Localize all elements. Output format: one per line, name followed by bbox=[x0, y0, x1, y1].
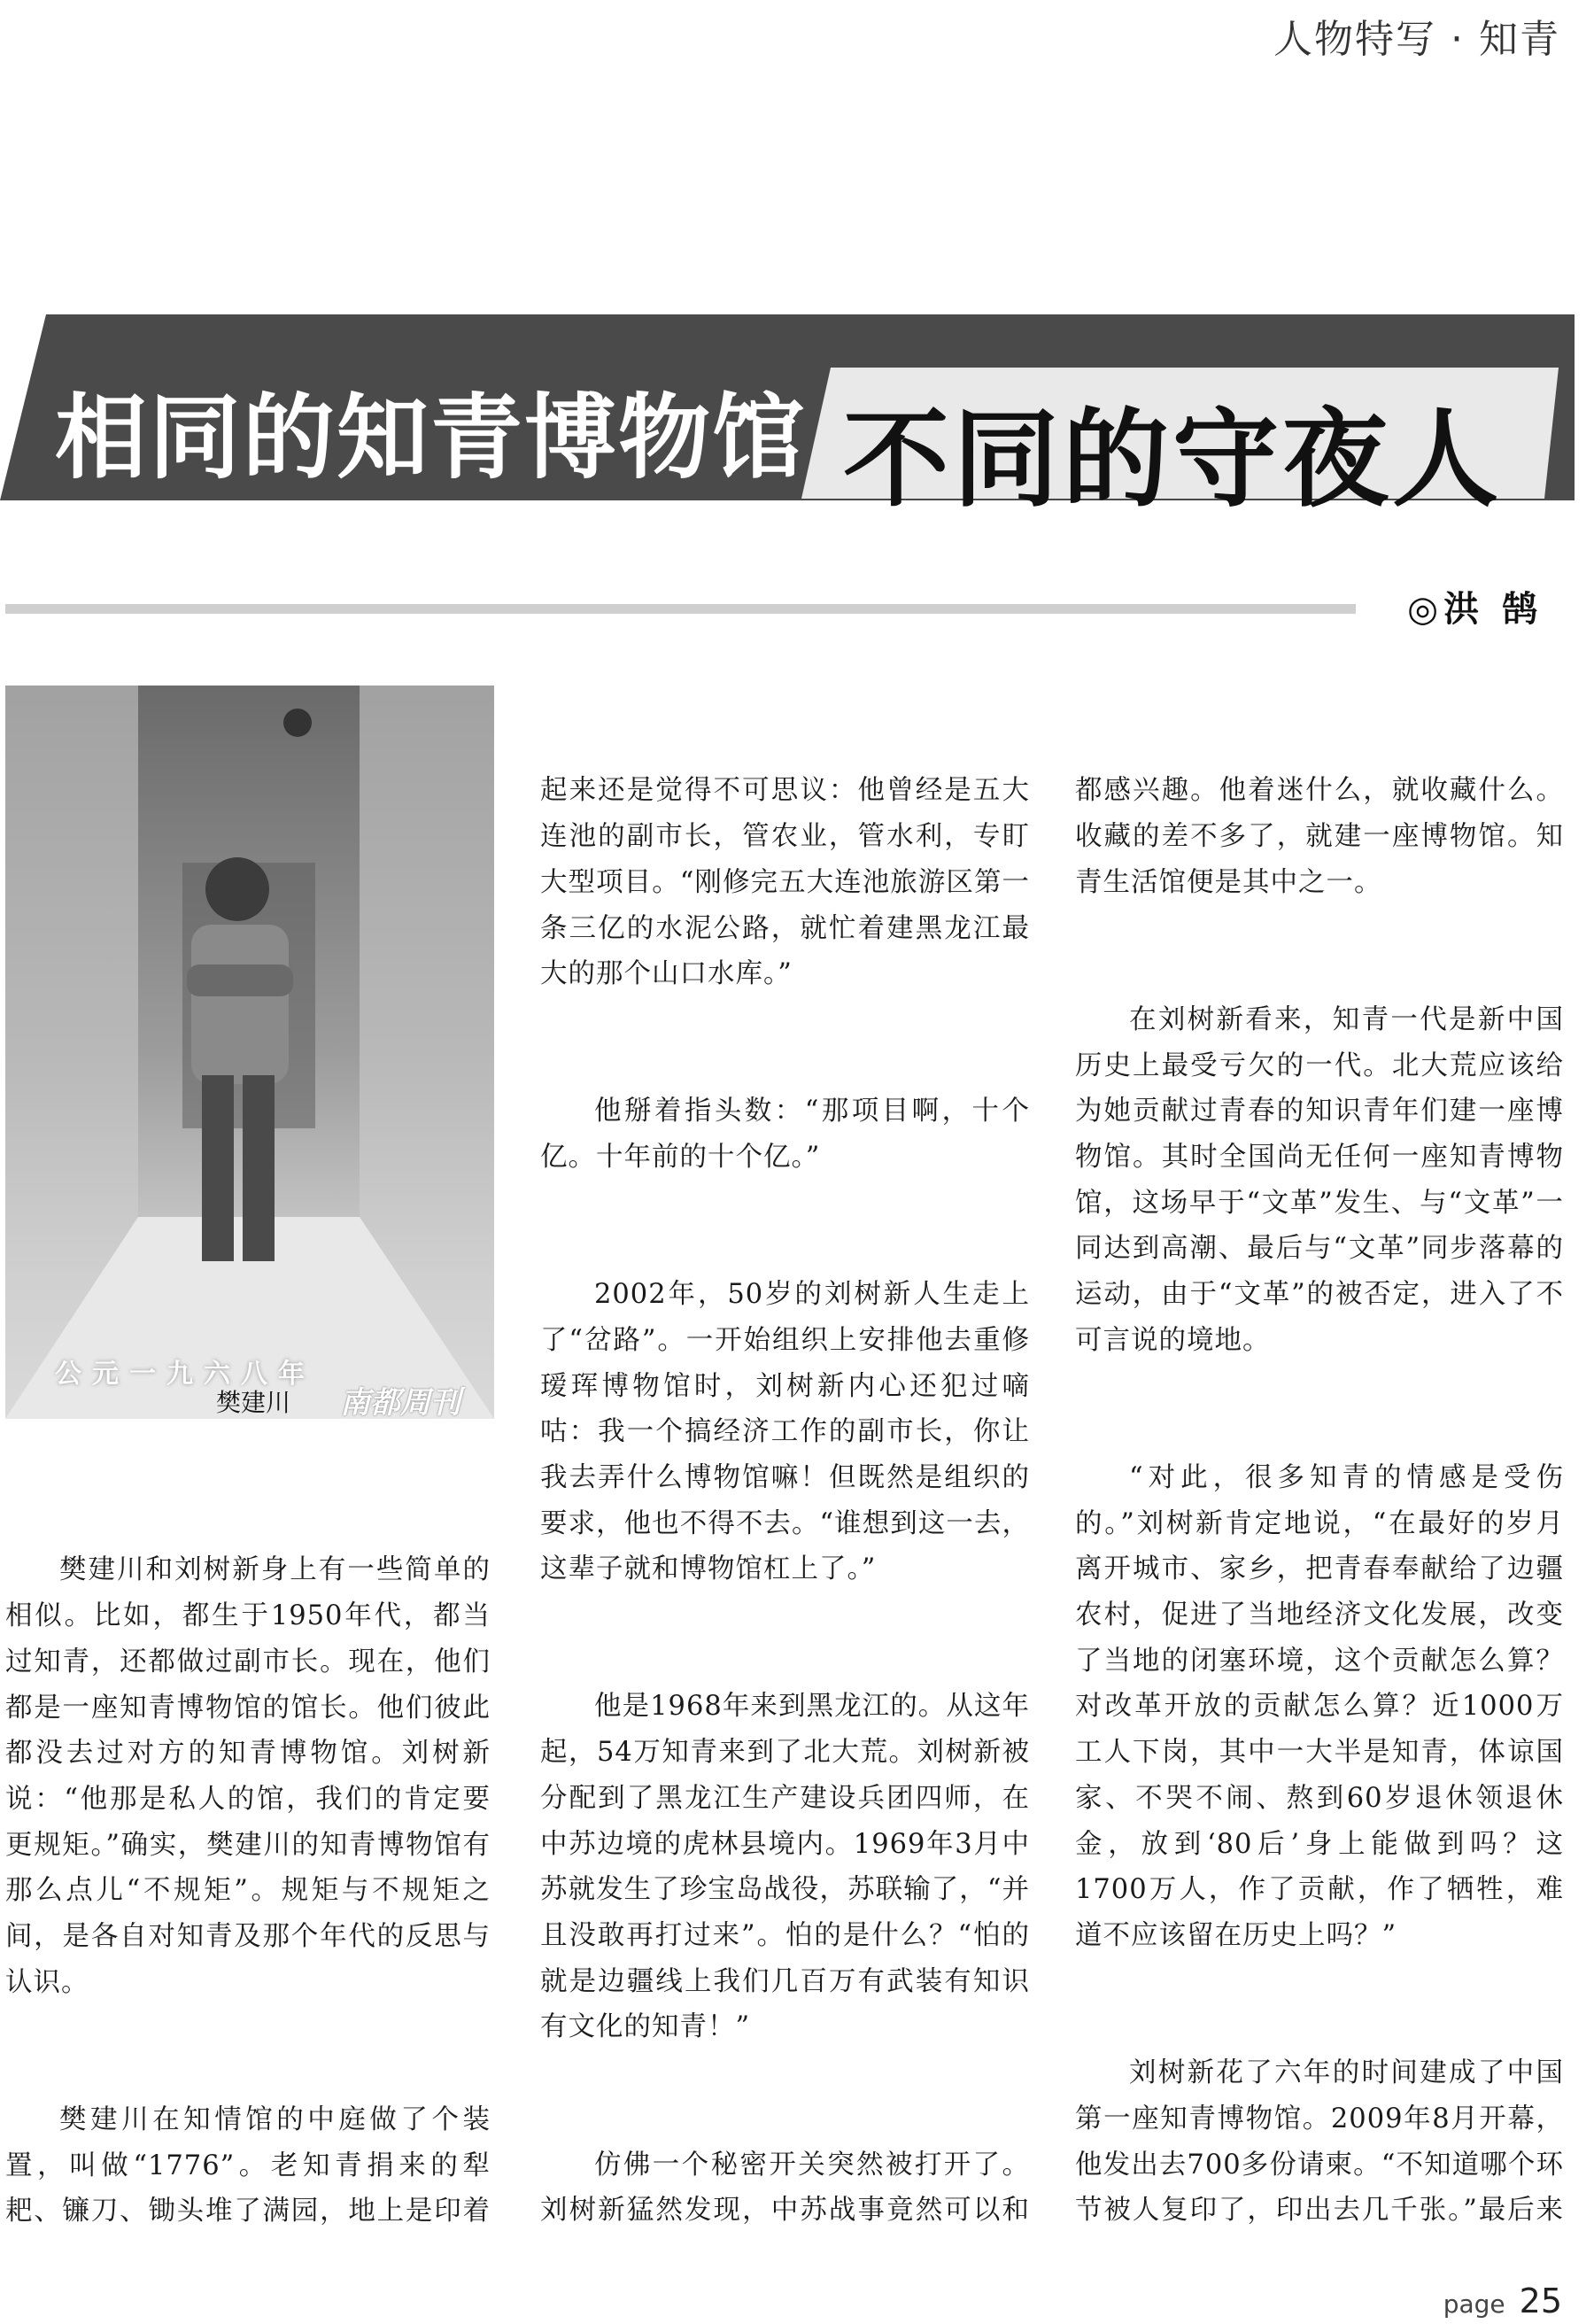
paragraph: 都感兴趣。他着迷什么，就收藏什么。收藏的差不多了，就建一座博物馆。知青生活馆便是其中之一。 bbox=[1075, 775, 1564, 898]
article-column-2 bbox=[540, 677, 1030, 2235]
page-word: page bbox=[1443, 2289, 1505, 2319]
paragraph: 刘树新花了六年的时间建成了中国第一座知青博物馆。2009年8月开幕，他发出去700多份请柬。“不知道哪个环节被人复印了，印出去几千张。”最后来 bbox=[1075, 2057, 1564, 2227]
title-part-1: 相同的知青博物馆 bbox=[55, 383, 807, 492]
person-leg-right bbox=[243, 1075, 275, 1261]
page-number-value: 25 bbox=[1519, 2281, 1562, 2320]
person-leg-left bbox=[202, 1075, 234, 1261]
paragraph: “对此，很多知青的情感是受伤的。”刘树新肯定地说，“在最好的岁月离开城市、家乡，把青春奉献给了边疆农村，促进了当地经济文化发展，改变了当地的闭塞环境，这个贡献怎么算？对改革开放的贡献怎么算？近1000万工人下岗，其中一大半是知青，体谅国家、不哭不闹、熬到60岁退休领退休金，放到‘80后’身上能做到吗？这1700万人，作了贡献，作了牺牲，难道不应该留在历史上吗？” bbox=[1075, 1461, 1564, 1951]
portrait-photo bbox=[5, 686, 494, 1419]
corridor-illustration bbox=[5, 686, 494, 1419]
paragraph: 樊建川和刘树新身上有一些简单的相似。比如，都生于1950年代，都当过知青，还都做过副市长。现在，他们都是一座知青博物馆的馆长。他们彼此都没去过对方的知青博物馆。刘树新说：“他那是私人的馆，我们的肯定要更规矩。”确实，樊建川的知青博物馆有那么点儿“不规矩”。规矩与不规矩之间，是各自对知青及那个年代的反思与认识。 bbox=[5, 1554, 491, 1998]
section-label: 人物特写 · 知青 bbox=[1273, 17, 1560, 62]
paragraph: 2002年，50岁的刘树新人生走上了“岔路”。一开始组织上安排他去重修瑷珲博物馆时，刘树新内心还犯过嘀咕：我一个搞经济工作的副市长，你让我去弄什么博物馆嘛！但既然是组织的要求，他也不得不去。“谁想到这一去，这辈子就和博物馆杠上了。” bbox=[540, 1279, 1030, 1585]
paragraph: 仿佛一个秘密开关突然被打开了。刘树新猛然发现，中苏战事竟然可以和 bbox=[540, 2149, 1030, 2227]
page-number bbox=[1443, 2281, 1562, 2320]
security-camera-icon bbox=[283, 709, 312, 737]
byline-rule bbox=[5, 604, 1356, 614]
paragraph: 樊建川在知情馆的中庭做了个装置，叫做“1776”。老知青捐来的犁耙、镰刀、锄头堆了满园，地上是印着 bbox=[5, 2103, 491, 2227]
paragraph: 在刘树新看来，知青一代是新中国历史上最受亏欠的一代。北大荒应该给为她贡献过青春的知识青年们建一座博物馆。其时全国尚无任何一座知青博物馆，这场早于“文革”发生、与“文革”一同达到高潮、最后与“文革”同步落幕的运动，由于“文革”的被否定，进入了不可言说的境地。 bbox=[1075, 1003, 1564, 1356]
paragraph: 他掰着指头数：“那项目啊，十个亿。十年前的十个亿。” bbox=[540, 1096, 1030, 1174]
person-head bbox=[205, 857, 269, 921]
photo-caption: 樊建川 bbox=[216, 1388, 291, 1417]
article-column-1 bbox=[5, 1456, 491, 2235]
article-column-3 bbox=[1075, 677, 1564, 2235]
paragraph: 他是1968年来到黑龙江的。从这年起，54万知青来到了北大荒。刘树新被分配到了黑龙江生产建设兵团四师，在中苏边境的虎林县境内。1969年3月中苏就发生了珍宝岛战役，苏联输了，“并且没敢再打过来”。怕的是什么？“怕的就是边疆线上我们几百万有武装有知识有文化的知青！” bbox=[540, 1691, 1030, 2043]
photo-floor-inscription: 公元一九六八年 bbox=[55, 1359, 315, 1390]
byline: ◎洪 鹄 bbox=[1407, 589, 1543, 630]
title-part-2: 不同的守夜人 bbox=[843, 399, 1502, 522]
title-banner bbox=[0, 314, 1575, 522]
person-torso bbox=[191, 925, 289, 1084]
paragraph: 起来还是觉得不可思议：他曾经是五大连池的副市长，管农业，管水利，专盯大型项目。“刚修完五大连池旅游区第一条三亿的水泥公路，就忙着建黑龙江最大的那个山口水库。” bbox=[540, 775, 1030, 990]
person-crossed-arms bbox=[187, 964, 293, 996]
photo-watermark: 南都周刊 bbox=[340, 1385, 460, 1419]
